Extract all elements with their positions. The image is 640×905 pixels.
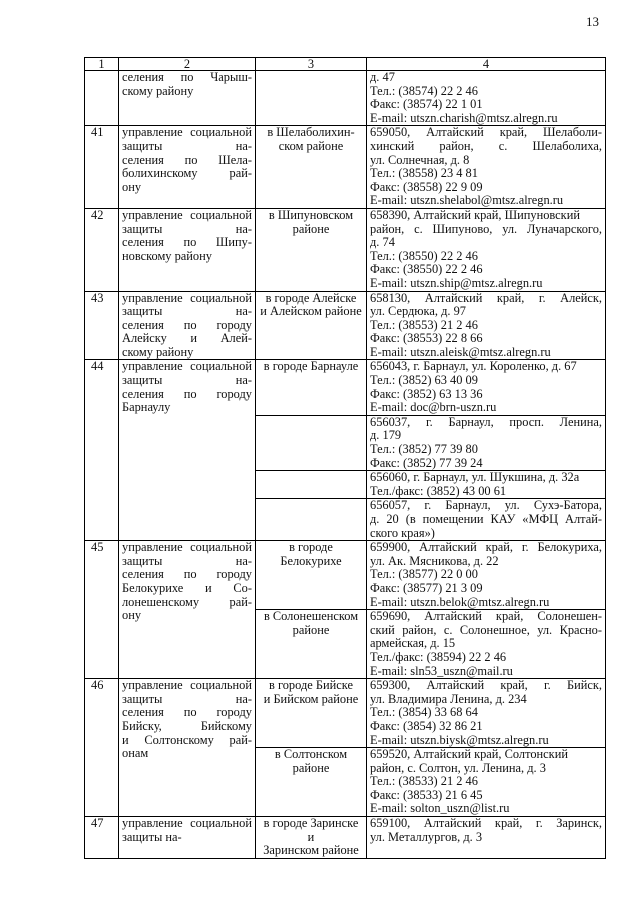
phone-line: Факс: (3854) 32 86 21 <box>370 718 483 733</box>
department-name-line: селения по Шипу- <box>122 235 252 250</box>
office-contacts <box>367 415 606 470</box>
address-line: д. 179 <box>370 428 402 443</box>
phone-line: Тел.: (3852) 63 40 09 <box>370 373 478 388</box>
address-line: 656057, г. Барнаул, ул. Сухэ-Батора, <box>370 498 602 513</box>
table-row <box>85 817 606 859</box>
office-location-line: районе <box>292 622 330 637</box>
office-location <box>256 71 367 126</box>
address-line: ул. Металлургов, д. 3 <box>370 829 483 844</box>
address-line: ул. Сердюка, д. 97 <box>370 304 466 319</box>
department-name <box>119 291 256 360</box>
table-row <box>85 71 606 126</box>
address-line: 659300, Алтайский край, г. Бийск, <box>370 678 602 693</box>
address-line: 658130, Алтайский край, г. Алейск, <box>370 290 602 305</box>
department-name <box>119 208 256 291</box>
office-location-line: районе <box>292 221 330 236</box>
department-name-line: скому району <box>122 344 194 359</box>
office-location-line: в Шипуновском <box>268 207 354 222</box>
phone-line: Факс: (38553) 22 8 66 <box>370 331 483 346</box>
address-line: 659520, Алтайский край, Солтонский <box>370 747 568 762</box>
department-name-line: онам <box>122 746 149 761</box>
email-line: E-mail: utszn.charish@mtsz.alregn.ru <box>370 110 558 125</box>
office-contacts <box>367 748 606 817</box>
address-line: 659100, Алтайский край, г. Заринск, <box>370 816 602 831</box>
department-name-line: управление социальной защиты на- <box>122 816 252 844</box>
office-location <box>256 208 367 291</box>
office-location-line: в Солонешенском <box>263 609 359 624</box>
department-name-line: и Солтонскому рай- <box>122 732 252 747</box>
office-location <box>256 748 367 817</box>
address-line: хинский район, с. Шелаболиха, <box>370 138 602 153</box>
office-contacts <box>367 610 606 679</box>
email-line: E-mail: doc@brn-uszn.ru <box>370 400 497 415</box>
email-line: E-mail: utszn.belok@mtsz.alregn.ru <box>370 594 550 609</box>
phone-line: Факс: (38533) 21 6 45 <box>370 787 483 802</box>
office-contacts <box>367 499 606 541</box>
office-location-line: ском районе <box>278 138 344 153</box>
table-row <box>85 126 606 209</box>
office-contacts <box>367 291 606 360</box>
office-contacts <box>367 541 606 610</box>
department-name-line: ону <box>122 179 142 194</box>
phone-line: Тел.: (38558) 23 4 81 <box>370 166 478 181</box>
department-name-line: лонешенскому рай- <box>122 594 252 609</box>
office-contacts <box>367 71 606 126</box>
department-name <box>119 126 256 209</box>
row-number: 44 <box>85 360 119 541</box>
department-name-line: Бийску, Бийскому <box>122 718 252 733</box>
office-location-line: и Алейском районе <box>260 304 362 319</box>
address-line: 656037, г. Барнаул, просп. Ленина, <box>370 414 602 429</box>
email-line: E-mail: utszn.ship@mtsz.alregn.ru <box>370 275 543 290</box>
row-number: 46 <box>85 679 119 817</box>
department-name <box>119 541 256 679</box>
department-name-line: управление социальной защиты на- <box>122 290 252 319</box>
address-line: 656043, г. Барнаул, ул. Короленко, д. 67 <box>370 359 577 374</box>
column-header: 2 <box>119 58 256 71</box>
office-location <box>256 126 367 209</box>
department-name-line: Белокурихе и Со- <box>122 580 252 595</box>
phone-line: Факс: (38550) 22 2 46 <box>370 262 483 277</box>
phone-line: Тел./факс: (38594) 22 2 46 <box>370 649 507 664</box>
column-header: 4 <box>367 58 606 71</box>
phone-line: Тел.: (38533) 21 2 46 <box>370 774 478 789</box>
office-location-line: и Бийском районе <box>263 691 359 706</box>
table-row <box>85 360 606 415</box>
address-line: д. 47 <box>370 70 395 84</box>
phone-line: Факс: (38574) 22 1 01 <box>370 97 483 112</box>
department-name <box>119 817 256 859</box>
address-line: ул. Солнечная, д. 8 <box>370 152 470 167</box>
office-location <box>256 471 367 499</box>
table-row <box>85 208 606 291</box>
phone-line: Тел.: (38553) 21 2 46 <box>370 317 478 332</box>
department-name <box>119 71 256 126</box>
department-name <box>119 679 256 817</box>
office-contacts <box>367 208 606 291</box>
office-location-line: в городе Алейске <box>265 290 357 305</box>
phone-line: Факс: (38558) 22 9 09 <box>370 179 483 194</box>
office-location-line: в городе Заринске и <box>263 816 359 844</box>
table-row <box>85 679 606 748</box>
phone-line: Тел.: (38574) 22 2 46 <box>370 83 478 98</box>
phone-line: Тел./факс: (3852) 43 00 61 <box>370 483 507 498</box>
row-number: 45 <box>85 541 119 679</box>
column-header: 3 <box>256 58 367 71</box>
office-location-line: в Солтонском <box>274 747 348 762</box>
offices-table-body <box>85 58 606 859</box>
address-line: район, с. Солтон, ул. Ленина, д. 3 <box>370 760 546 775</box>
office-contacts <box>367 360 606 415</box>
office-contacts <box>367 471 606 499</box>
department-name-line: управление социальной защиты на- <box>122 359 252 388</box>
department-name <box>119 360 256 541</box>
row-number: 41 <box>85 126 119 209</box>
office-location <box>256 541 367 610</box>
email-line: E-mail: utszn.aleisk@mtsz.alregn.ru <box>370 344 551 359</box>
department-name-line: селения по городу <box>122 386 252 401</box>
phone-line: Тел.: (38550) 22 2 46 <box>370 248 478 263</box>
department-name-line: селения по городу <box>122 317 252 332</box>
address-line: район, с. Шипуново, ул. Луначарского, <box>370 221 602 236</box>
address-line: ского края») <box>370 525 435 540</box>
address-line: 658390, Алтайский край, Шипуновский <box>370 207 580 222</box>
address-line: армейская, д. 15 <box>370 636 456 651</box>
department-name-line: селения по Шела- <box>122 152 252 167</box>
office-location <box>256 415 367 470</box>
email-line: E-mail: solton_uszn@list.ru <box>370 801 510 816</box>
department-name-line: ону <box>122 608 142 623</box>
address-line: д. 74 <box>370 235 395 250</box>
office-location-line: в городе Бийске <box>269 678 353 693</box>
address-line: ул. Владимира Ленина, д. 234 <box>370 691 527 706</box>
office-location-line: Заринском районе <box>263 843 359 858</box>
row-number <box>85 71 119 126</box>
address-line: 656060, г. Барнаул, ул. Шукшина, д. 32а <box>370 470 580 485</box>
department-name-line: скому району <box>122 83 194 98</box>
phone-line: Факс: (3852) 77 39 24 <box>370 455 483 470</box>
email-line: E-mail: sln53_uszn@mail.ru <box>370 663 513 678</box>
address-line: 659690, Алтайский край, Солонешен- <box>370 609 602 624</box>
office-location <box>256 291 367 360</box>
office-location <box>256 610 367 679</box>
department-name-line: новскому району <box>122 248 212 263</box>
office-contacts <box>367 817 606 859</box>
department-name-line: селения по Чарыш- <box>122 70 252 84</box>
department-name-line: управление социальной защиты на- <box>122 678 252 706</box>
email-line: E-mail: utszn.shelabol@mtsz.alregn.ru <box>370 193 564 208</box>
office-contacts <box>367 126 606 209</box>
phone-line: Тел.: (3852) 77 39 80 <box>370 442 478 457</box>
department-name-line: Барнаулу <box>122 400 171 415</box>
office-contacts <box>367 679 606 748</box>
phone-line: Тел.: (38577) 22 0 00 <box>370 567 478 582</box>
phone-line: Тел.: (3854) 33 68 64 <box>370 705 478 720</box>
address-line: 659900, Алтайский край, г. Белокуриха, <box>370 540 602 555</box>
email-line: E-mail: utszn.biysk@mtsz.alregn.ru <box>370 732 549 747</box>
department-name-line: управление социальной защиты на- <box>122 540 252 568</box>
department-name-line: управление социальной защиты на- <box>122 125 252 153</box>
address-line: 659050, Алтайский край, Шелаболи- <box>370 125 602 140</box>
row-number: 47 <box>85 817 119 859</box>
table-header-row <box>85 58 606 71</box>
department-name-line: селения по городу <box>122 705 252 720</box>
row-number: 43 <box>85 291 119 360</box>
department-name-line: болихинскому рай- <box>122 166 252 181</box>
department-name-line: селения по городу <box>122 567 252 582</box>
office-location <box>256 679 367 748</box>
office-location-line: в городе Барнауле <box>263 359 359 374</box>
address-line: ул. Ак. Мясникова, д. 22 <box>370 553 499 568</box>
address-line: д. 20 (в помещении КАУ «МФЦ Алтай- <box>370 512 602 526</box>
office-location-line: районе <box>292 760 330 775</box>
department-name-line: Алейску и Алей- <box>122 331 252 346</box>
department-name-line: управление социальной защиты на- <box>122 207 252 236</box>
table-row <box>85 291 606 360</box>
office-location-line: Белокурихе <box>280 553 342 568</box>
office-location-line: в Шелаболихин- <box>267 125 355 140</box>
phone-line: Факс: (3852) 63 13 36 <box>370 386 483 401</box>
page-number: 13 <box>586 14 599 29</box>
row-number: 42 <box>85 208 119 291</box>
phone-line: Факс: (38577) 21 3 09 <box>370 580 483 595</box>
office-location <box>256 817 367 859</box>
address-line: ский район, с. Солонешное, ул. Красно- <box>370 622 602 637</box>
office-location <box>256 499 367 541</box>
office-location-line: в городе <box>289 540 333 555</box>
offices-table <box>84 57 606 859</box>
column-header: 1 <box>85 58 119 71</box>
table-row <box>85 541 606 610</box>
office-location <box>256 360 367 415</box>
